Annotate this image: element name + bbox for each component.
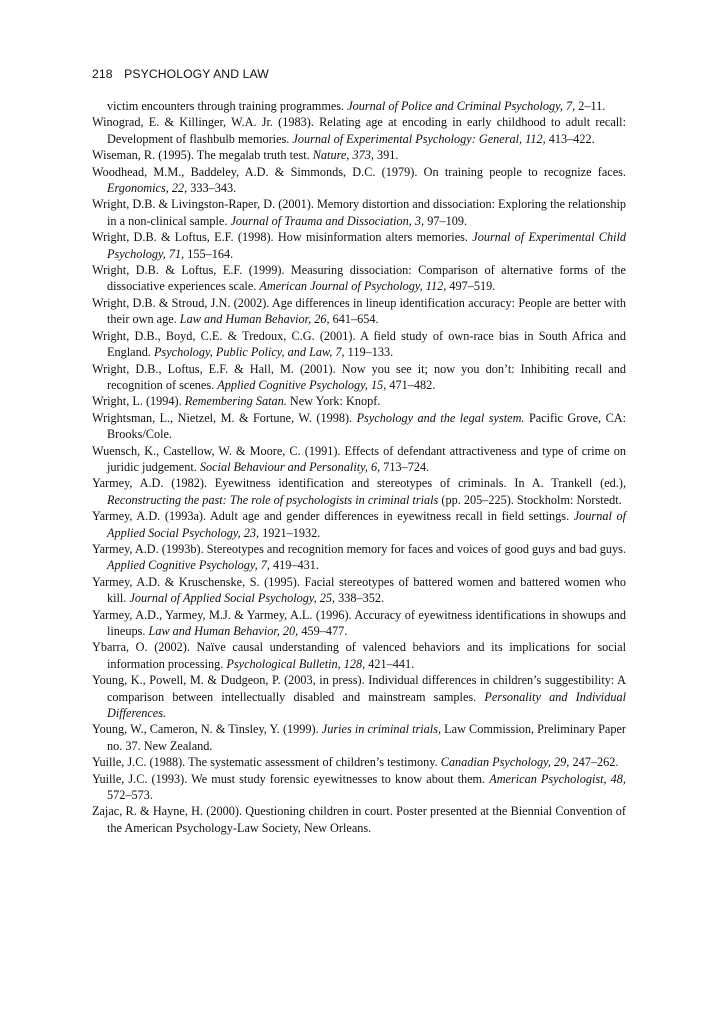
reference-text: 572–573. <box>107 788 153 803</box>
reference-source: Remembering Satan. <box>184 394 287 409</box>
reference-list <box>92 98 626 836</box>
reference-text: Wuensch, K., Castellow, W. & Moore, C. (1991). Effects of defendant attractiveness and type of crime on juridic judgement. <box>92 443 626 474</box>
reference-source: Applied Cognitive Psychology, 15, <box>217 377 387 392</box>
reference-entry <box>92 574 626 607</box>
reference-text: Law Commission, Preliminary Paper no. 37. New Zealand. <box>107 722 626 753</box>
reference-entry <box>92 262 626 295</box>
reference-source: American Psychologist, 48, <box>489 771 626 786</box>
reference-text: 497–519. <box>446 279 496 294</box>
reference-text: Wright, D.B., Loftus, E.F. & Hall, M. (2001). Now you see it; now you don’t: Inhibiting recall and recognition of scenes. <box>92 361 626 392</box>
reference-entry <box>92 229 626 262</box>
reference-source: Psychological Bulletin, 128, <box>226 656 366 671</box>
reference-text: Ybarra, O. (2002). Naïve causal understanding of valenced behaviors and its implications for social information processing. <box>92 640 626 671</box>
reference-text: Wright, D.B. & Livingston-Raper, D. (2001). Memory distortion and dissociation: Exploring the relationship in a non-clinical sample. <box>92 197 626 228</box>
reference-source: American Journal of Psychology, 112, <box>259 279 447 294</box>
reference-source: Journal of Experimental Psychology: General, 112, <box>292 131 546 146</box>
reference-source: Applied Cognitive Psychology, 7, <box>107 558 270 573</box>
running-head <box>92 67 269 81</box>
reference-text: 471–482. <box>386 377 436 392</box>
reference-text: 1921–1932. <box>259 525 321 540</box>
reference-entry <box>92 541 626 574</box>
reference-source: Nature, 373, <box>312 148 374 163</box>
reference-source: Journal of Trauma and Dissociation, 3, <box>230 213 425 228</box>
reference-entry <box>92 803 626 836</box>
reference-text: 338–352. <box>335 591 385 606</box>
reference-entry <box>92 393 626 409</box>
reference-text: Wright, D.B. & Stroud, J.N. (2002). Age differences in lineup identification accuracy: People are better with their own age. <box>92 295 626 327</box>
reference-text: Pacific Grove, CA: Brooks/Cole. <box>107 410 626 442</box>
reference-text: Yarmey, A.D. & Kruschenske, S. (1995). Facial stereotypes of battered women and battered women who kill. <box>92 574 626 606</box>
reference-text: 419–431. <box>269 558 319 573</box>
reference-text: 247–262. <box>569 755 619 770</box>
reference-entry <box>92 361 626 394</box>
reference-entry <box>92 196 626 229</box>
reference-text: 2–11. <box>575 99 606 113</box>
reference-source: Journal of Applied Social Psychology, 25, <box>129 591 336 606</box>
reference-source: Ergonomics, 22, <box>107 181 188 196</box>
reference-entry <box>92 164 626 197</box>
reference-source: Journal of Police and Criminal Psychology, 7, <box>347 99 576 113</box>
reference-text: Woodhead, M.M., Baddeley, A.D. & Simmonds, D.C. (1979). On training people to recognize faces. <box>92 164 626 179</box>
reference-text: 459–477. <box>298 624 348 638</box>
reference-entry <box>92 147 626 163</box>
reference-source: Psychology, Public Policy, and Law, 7, <box>153 345 345 360</box>
reference-text: Yarmey, A.D. (1993b). Stereotypes and recognition memory for faces and voices of good guys and bad guys. <box>92 541 626 556</box>
reference-entry <box>92 98 626 114</box>
reference-text: Wright, D.B. & Loftus, E.F. (1998). How misinformation alters memories. <box>92 230 473 245</box>
reference-text: 641–654. <box>329 312 379 327</box>
reference-text: 713–724. <box>380 459 430 474</box>
reference-source: Journal of Experimental Child Psychology, 71, <box>107 230 627 261</box>
reference-source: Social Behaviour and Personality, 6, <box>199 459 381 474</box>
reference-text: 391. <box>373 148 399 163</box>
reference-text: 421–441. <box>365 656 415 671</box>
reference-source: Canadian Psychology, 29, <box>440 755 570 770</box>
reference-text: Yarmey, A.D. (1993a). Adult age and gender differences in eyewitness recall in field settings. <box>92 509 574 524</box>
reference-text: Zajac, R. & Hayne, H. (2000). Questioning children in court. Poster presented at the Biennial Convention of the American Psychology-Law Society, New Orleans. <box>92 804 626 835</box>
reference-entry <box>92 754 626 770</box>
reference-entry <box>92 475 626 508</box>
reference-text: 97–109. <box>424 213 467 228</box>
reference-entry <box>92 607 626 640</box>
reference-entry <box>92 672 626 721</box>
reference-text: New York: Knopf. <box>286 394 381 409</box>
reference-source: Law and Human Behavior, 20, <box>148 624 299 638</box>
reference-source: Juries in criminal trials, <box>321 722 442 737</box>
reference-source: Reconstructing the past: The role of psychologists in criminal trials <box>107 492 439 507</box>
reference-entry <box>92 639 626 672</box>
reference-text: 413–422. <box>545 131 595 146</box>
reference-text: Young, K., Powell, M. & Dudgeon, P. (2003, in press). Individual differences in children’s suggestibility: A comparison between intellectually disabled and mainstream samples. <box>92 673 626 704</box>
reference-text: 119–133. <box>344 345 394 360</box>
reference-text: Wiseman, R. (1995). The megalab truth test. <box>92 148 313 163</box>
reference-text: Yuille, J.C. (1993). We must study forensic eyewitnesses to know about them. <box>92 771 490 786</box>
reference-source: Personality and Individual Differences. <box>107 689 626 721</box>
reference-text: Wright, L. (1994). <box>92 394 185 409</box>
reference-text: Young, W., Cameron, N. & Tinsley, Y. (1999). <box>92 722 322 737</box>
reference-entry <box>92 295 626 328</box>
reference-source: Psychology and the legal system. <box>356 410 525 425</box>
reference-entry <box>92 328 626 361</box>
reference-entry <box>92 721 626 754</box>
reference-source: Law and Human Behavior, 26, <box>179 312 330 327</box>
reference-text: 333–343. <box>187 181 237 196</box>
reference-text: (pp. 205–225). Stockholm: Norstedt. <box>438 492 622 507</box>
reference-text: Wrightsman, L., Nietzel, M. & Fortune, W. (1998). <box>92 410 357 425</box>
reference-text: Yarmey, A.D. (1982). Eyewitness identification and stereotypes of criminals. In A. Trankell (ed.), <box>92 476 626 491</box>
reference-text: Yarmey, A.D., Yarmey, M.J. & Yarmey, A.L. (1996). Accuracy of eyewitness identifications in showups and lineups. <box>92 607 626 638</box>
reference-text: 155–164. <box>184 246 234 261</box>
reference-entry <box>92 410 626 443</box>
reference-text: Wright, D.B. & Loftus, E.F. (1999). Measuring dissociation: Comparison of alternative forms of the dissociative experiences scale. <box>92 263 626 294</box>
reference-text: Yuille, J.C. (1988). The systematic assessment of children’s testimony. <box>92 755 441 770</box>
running-title: PSYCHOLOGY AND LAW <box>124 67 269 81</box>
reference-entry <box>92 114 626 147</box>
reference-text: Winograd, E. & Killinger, W.A. Jr. (1983). Relating age at encoding in early childhood to adult recall: Development of flashbulb memories. <box>92 115 626 146</box>
reference-entry <box>92 508 626 541</box>
reference-text: victim encounters through training programmes. <box>107 99 348 113</box>
reference-entry <box>92 771 626 804</box>
reference-text: Wright, D.B., Boyd, C.E. & Tredoux, C.G. (2001). A field study of own-race bias in South Africa and England. <box>92 328 626 360</box>
page-number: 218 <box>92 67 113 81</box>
reference-source: Journal of Applied Social Psychology, 23, <box>107 509 626 540</box>
reference-entry <box>92 443 626 476</box>
